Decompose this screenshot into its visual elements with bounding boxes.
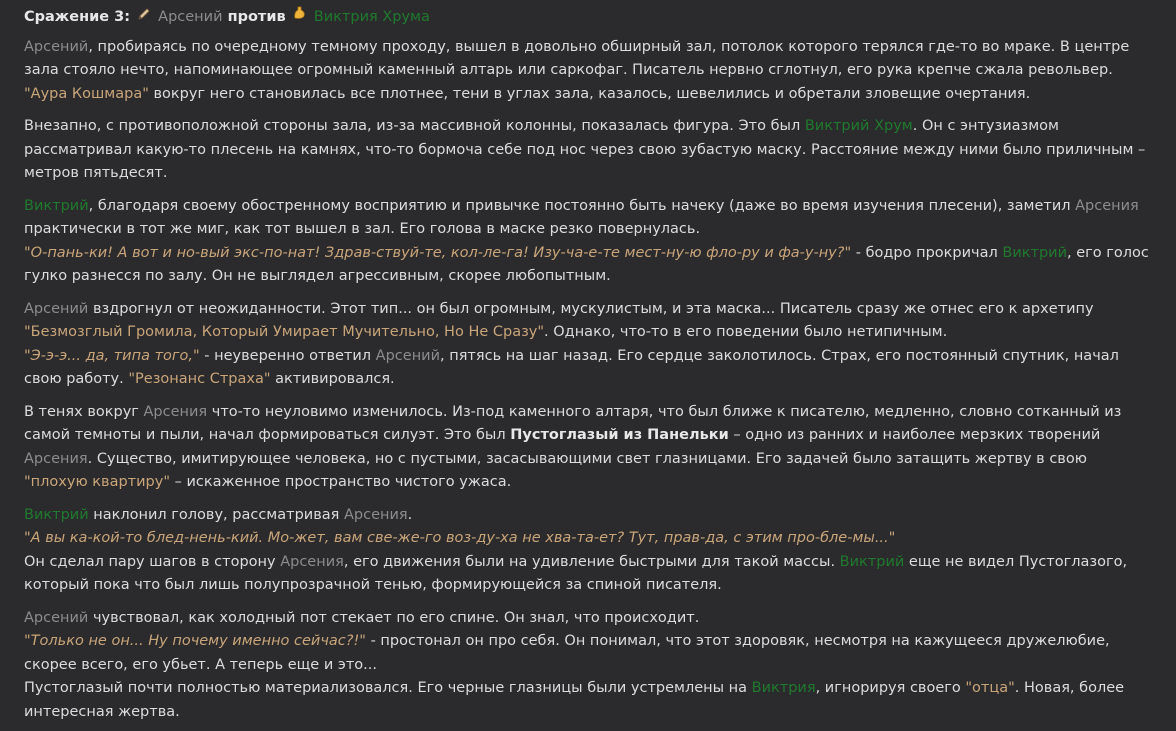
character-name-viktriy: Виктрий	[24, 506, 89, 523]
vs-label: против	[227, 9, 286, 25]
character-name-arseniy: Арсения	[24, 450, 88, 467]
muscle-icon	[291, 5, 309, 30]
story-text: - неуверенно ответил	[199, 347, 376, 364]
story-text: еще не видел Пустоглазого, который пока что был лишь полупрозрачной тенью, формирующейся за спиной писателя.	[24, 553, 1128, 593]
character-name-arseniy: Арсения	[280, 553, 344, 570]
story-text: , его голос гулко разнесся по залу. Он не выглядел агрессивным, скорее любопытным.	[24, 244, 1149, 284]
character-name-arseniy: Арсения	[1075, 197, 1139, 214]
quoted-term: "плохую квартиру"	[24, 474, 170, 490]
story-text: , его движения были на удивление быстрыми для такой массы.	[343, 553, 840, 570]
story-paragraph	[24, 298, 1152, 392]
story-paragraph	[24, 195, 1152, 289]
character-name-arseniy: Арсений	[375, 347, 441, 364]
pencil-icon	[135, 6, 153, 30]
story-text: чувствовал, как холодный пот стекает по его спине. Он знал, что происходит.	[88, 609, 700, 626]
story-text: – одно из ранних и наиболее мерзких творений	[728, 427, 1101, 443]
character-name-viktriy: Виктрия	[751, 680, 816, 696]
story-text: - бодро прокричал	[851, 244, 1003, 261]
dialogue-line: "А вы ка-кой-то блед-нень-кий. Мо-жет, вам све-же-го воз-ду-ха не хва-та-ет? Тут, прав-да, с этим про-бле-мы..."	[24, 530, 896, 546]
story-text: активировался.	[270, 371, 395, 387]
quoted-term: "Аура Кошмара"	[24, 85, 149, 102]
story-text: , пробираясь по очередному темному проходу, вышел в довольно обширный зал, потолок которого терялся где-то во мраке. В центре зала стояло нечто, напоминающее огромный каменный алтарь или саркофаг. Писатель нервно сглотнул, его рука крепче сжала револьвер.	[24, 38, 1130, 78]
dialogue-line: "Только не он... Ну почему именно сейчас?!"	[24, 633, 366, 649]
story-paragraph	[24, 36, 1152, 107]
fighter-b: Виктрия Хрума	[313, 9, 430, 25]
story-text: . Новая, более интересная жертва.	[24, 680, 1125, 720]
story-text: , игнорируя своего	[815, 680, 966, 696]
battle-header	[24, 5, 1152, 30]
story-text: наклонил голову, рассматривая	[88, 506, 344, 523]
dialogue-line: "Э-э-э... да, типа того,"	[24, 347, 200, 364]
story-text: .	[407, 506, 413, 523]
story-paragraph	[24, 401, 1152, 495]
character-name-viktriy: Виктрий Хрум	[804, 118, 913, 134]
bold-term: Пустоглазый из Панельки	[510, 427, 729, 443]
quoted-term: "Безмозглый Громила, Который Умирает Мучительно, Но Не Сразу"	[24, 324, 545, 340]
story-text: практически в тот же миг, как тот вышел в зал. Его голова в маске резко повернулась.	[24, 221, 701, 237]
battle-label: Сражение 3:	[24, 9, 131, 25]
story-text: , пятясь на шаг назад. Его сердце заколотилось. Страх, его постоянный спутник, начал свою работу.	[24, 347, 1119, 387]
story-text: В тенях вокруг	[24, 403, 144, 420]
story-text: вздрогнул от неожиданности. Этот тип... он был огромным, мускулистым, и эта маска... Писатель сразу же отнес его к архетипу	[88, 300, 1094, 317]
character-name-arseniy: Арсений	[24, 300, 89, 317]
character-name-arseniy: Арсений	[24, 609, 89, 626]
story-text: . Существо, имитирующее человека, но с пустыми, засасывающими свет глазницами. Его задачей было затащить жертву в свою	[87, 450, 1087, 467]
story-text: вокруг него становилась все плотнее, тени в углах зала, казалось, шевелились и обретали зловещие очертания.	[148, 85, 1031, 102]
story-text: Пустоглазый почти полностью материализовался. Его черные глазницы были устремлены на	[24, 680, 752, 696]
story-paragraph	[24, 504, 1152, 598]
character-name-arseniy: Арсений	[24, 38, 89, 55]
character-name-arseniy: Арсения	[143, 403, 208, 420]
character-name-arseniy: Арсения	[343, 506, 408, 523]
quoted-term: "Резонанс Страха"	[128, 371, 271, 387]
fighter-a: Арсений	[158, 9, 223, 25]
dialogue-line: "О-пань-ки! А вот и но-вый экс-по-нат! Здрав-ствуй-те, кол-ле-га! Изу-ча-е-те мест-ну-ю фло-ру и фа-у-ну?"	[24, 244, 852, 261]
story-text: - простонал он про себя. Он понимал, что этот здоровяк, несмотря на кажущееся дружелюбие, скорее всего, его убьет. А теперь еще и это...	[24, 633, 1110, 673]
story-text: – искаженное пространство чистого ужаса.	[169, 474, 512, 490]
story-text: . Однако, что-то в его поведении было нетипичным.	[544, 324, 948, 340]
story-text: Он сделал пару шагов в сторону	[24, 553, 281, 570]
character-name-viktriy: Виктрий	[1002, 244, 1068, 261]
story-paragraph	[24, 115, 1152, 186]
story-text: Внезапно, с противоположной стороны зала, из-за массивной колонны, показалась фигура. Это был	[24, 118, 805, 134]
story-text: , благодаря своему обостренному восприятию и привычке постоянно быть начеку (даже во время изучения плесени), заметил	[88, 197, 1076, 214]
story-text: . Он с энтузиазмом рассматривал какую-то плесень на камнях, что-то бормоча себе под нос через свою зубастую маску. Расстояние между ними было приличным – метров пятьдесят.	[24, 118, 1146, 181]
quoted-term: "отца"	[965, 680, 1015, 696]
character-name-viktriy: Виктрий	[839, 553, 905, 570]
story-text: что-то неуловимо изменилось. Из-под каменного алтаря, что был ближе к писателю, медленно, словно сотканный из самой темноты и пыли, начал формироваться силуэт. Это был	[24, 403, 1122, 443]
story-body	[24, 36, 1152, 725]
story-paragraph	[24, 607, 1152, 725]
character-name-viktriy: Виктрий	[24, 197, 89, 214]
